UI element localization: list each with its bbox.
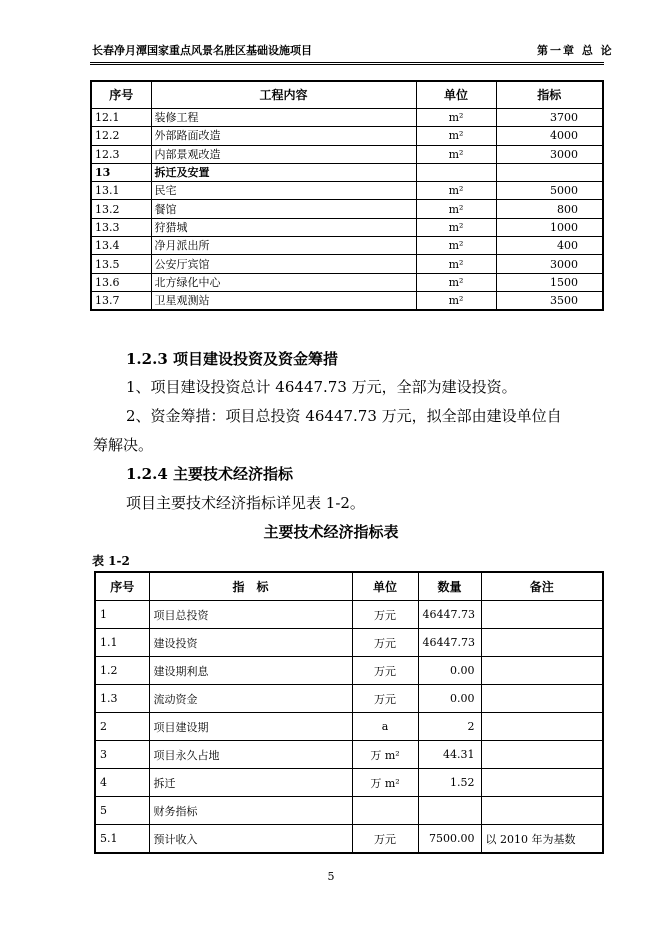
table-row [95, 825, 603, 854]
row-unit: 万元 [352, 685, 418, 713]
row-content: 餐馆 [151, 200, 416, 218]
row-quantity: 7500.00 [418, 825, 481, 854]
table-row [91, 200, 603, 218]
row-note [481, 629, 603, 657]
row-no: 12.1 [91, 109, 151, 127]
table-row [91, 109, 603, 127]
paragraph-investment: 1、项目建设投资总计 46447.73 万元，全部为建设投资。 [126, 378, 517, 396]
row-unit: 万 m² [352, 741, 418, 769]
row-quantity: 46447.73 [418, 629, 481, 657]
table-row [95, 629, 603, 657]
table-row [91, 273, 603, 291]
table-header-row [95, 572, 603, 601]
row-indicator: 流动资金 [149, 685, 352, 713]
row-quantity [418, 797, 481, 825]
row-unit: 万元 [352, 657, 418, 685]
header-indicator: 指 标 [149, 572, 352, 601]
header-no: 序号 [91, 81, 151, 109]
row-no: 4 [95, 769, 149, 797]
table2-title: 主要技术经济指标表 [263, 523, 399, 541]
row-no: 13.3 [91, 218, 151, 236]
row-unit: 万元 [352, 601, 418, 629]
row-unit: 万 m² [352, 769, 418, 797]
row-content: 北方绿化中心 [151, 273, 416, 291]
row-content: 狩猎城 [151, 218, 416, 236]
table-row [95, 657, 603, 685]
header-title: 长春净月潭国家重点风景名胜区基础设施项目 [92, 44, 312, 57]
header-unit: 单位 [416, 81, 496, 109]
row-quantity: 0.00 [418, 685, 481, 713]
row-value: 3700 [496, 109, 603, 127]
engineering-content-table [90, 80, 604, 311]
paragraph-funding-line2: 筹解决。 [93, 436, 154, 454]
row-unit: m² [416, 127, 496, 145]
row-note [481, 657, 603, 685]
row-indicator: 建设期利息 [149, 657, 352, 685]
table-row [95, 741, 603, 769]
row-unit [416, 163, 496, 181]
row-no: 13.1 [91, 182, 151, 200]
row-no: 13.4 [91, 237, 151, 255]
row-no: 13.2 [91, 200, 151, 218]
header-unit: 单位 [352, 572, 418, 601]
row-unit: m² [416, 109, 496, 127]
row-quantity: 0.00 [418, 657, 481, 685]
row-unit [352, 797, 418, 825]
section-heading-1-2-4: 1.2.4 主要技术经济指标 [126, 465, 293, 483]
row-quantity: 46447.73 [418, 601, 481, 629]
row-note [481, 769, 603, 797]
row-value: 1000 [496, 218, 603, 236]
row-no: 2 [95, 713, 149, 741]
row-no: 12.3 [91, 145, 151, 163]
row-indicator: 项目建设期 [149, 713, 352, 741]
row-note [481, 713, 603, 741]
row-unit: 万元 [352, 825, 418, 854]
row-content: 民宅 [151, 182, 416, 200]
row-note: 以 2010 年为基数 [481, 825, 603, 854]
row-value [496, 163, 603, 181]
row-content: 外部路面改造 [151, 127, 416, 145]
row-quantity: 1.52 [418, 769, 481, 797]
row-note [481, 601, 603, 629]
row-content: 卫星观测站 [151, 291, 416, 310]
row-value: 800 [496, 200, 603, 218]
row-indicator: 项目永久占地 [149, 741, 352, 769]
row-value: 3500 [496, 291, 603, 310]
table-row [95, 601, 603, 629]
page-number: 5 [327, 870, 335, 883]
table-row [91, 182, 603, 200]
row-unit: m² [416, 273, 496, 291]
row-note [481, 797, 603, 825]
row-content: 装修工程 [151, 109, 416, 127]
header-no: 序号 [95, 572, 149, 601]
table-row [91, 255, 603, 273]
table2-label: 表 1-2 [92, 554, 130, 568]
row-note [481, 685, 603, 713]
table-row [91, 163, 603, 181]
row-unit: a [352, 713, 418, 741]
row-value: 3000 [496, 255, 603, 273]
table-row [95, 797, 603, 825]
paragraph-indicators: 项目主要技术经济指标详见表 1-2。 [126, 494, 365, 512]
row-unit: m² [416, 200, 496, 218]
row-note [481, 741, 603, 769]
table-row [91, 145, 603, 163]
row-no: 3 [95, 741, 149, 769]
row-value: 4000 [496, 127, 603, 145]
row-value: 400 [496, 237, 603, 255]
row-unit: m² [416, 182, 496, 200]
header-indicator: 指标 [496, 81, 603, 109]
section-heading-1-2-3: 1.2.3 项目建设投资及资金筹措 [126, 350, 338, 368]
row-no: 13.5 [91, 255, 151, 273]
row-value: 3000 [496, 145, 603, 163]
row-content: 拆迁及安置 [151, 163, 416, 181]
row-quantity: 44.31 [418, 741, 481, 769]
row-no: 1.2 [95, 657, 149, 685]
row-indicator: 项目总投资 [149, 601, 352, 629]
row-unit: 万元 [352, 629, 418, 657]
table-row [91, 237, 603, 255]
row-no: 5 [95, 797, 149, 825]
table-row [95, 769, 603, 797]
header-rule [90, 62, 604, 65]
tech-economic-table [94, 571, 604, 854]
table-row [95, 685, 603, 713]
table-row [95, 713, 603, 741]
row-no: 13.7 [91, 291, 151, 310]
row-no: 1 [95, 601, 149, 629]
paragraph-funding-line1: 2、资金筹措：项目总投资 46447.73 万元，拟全部由建设单位自 [126, 407, 562, 425]
header-chapter: 第一章 总 论 [537, 44, 614, 57]
header-note: 备注 [481, 572, 603, 601]
row-indicator: 建设投资 [149, 629, 352, 657]
row-no: 12.2 [91, 127, 151, 145]
row-indicator: 预计收入 [149, 825, 352, 854]
row-quantity: 2 [418, 713, 481, 741]
row-no: 1.3 [95, 685, 149, 713]
header-quantity: 数量 [418, 572, 481, 601]
row-content: 公安厅宾馆 [151, 255, 416, 273]
row-no: 13.6 [91, 273, 151, 291]
table-row [91, 291, 603, 310]
row-unit: m² [416, 255, 496, 273]
row-value: 1500 [496, 273, 603, 291]
table-row [91, 218, 603, 236]
row-no: 1.1 [95, 629, 149, 657]
row-unit: m² [416, 218, 496, 236]
row-indicator: 拆迁 [149, 769, 352, 797]
row-unit: m² [416, 145, 496, 163]
table-header-row [91, 81, 603, 109]
row-value: 5000 [496, 182, 603, 200]
table-row [91, 127, 603, 145]
row-indicator: 财务指标 [149, 797, 352, 825]
row-no: 13 [91, 163, 151, 181]
row-no: 5.1 [95, 825, 149, 854]
row-content: 净月派出所 [151, 237, 416, 255]
row-unit: m² [416, 237, 496, 255]
header-content: 工程内容 [151, 81, 416, 109]
row-unit: m² [416, 291, 496, 310]
row-content: 内部景观改造 [151, 145, 416, 163]
